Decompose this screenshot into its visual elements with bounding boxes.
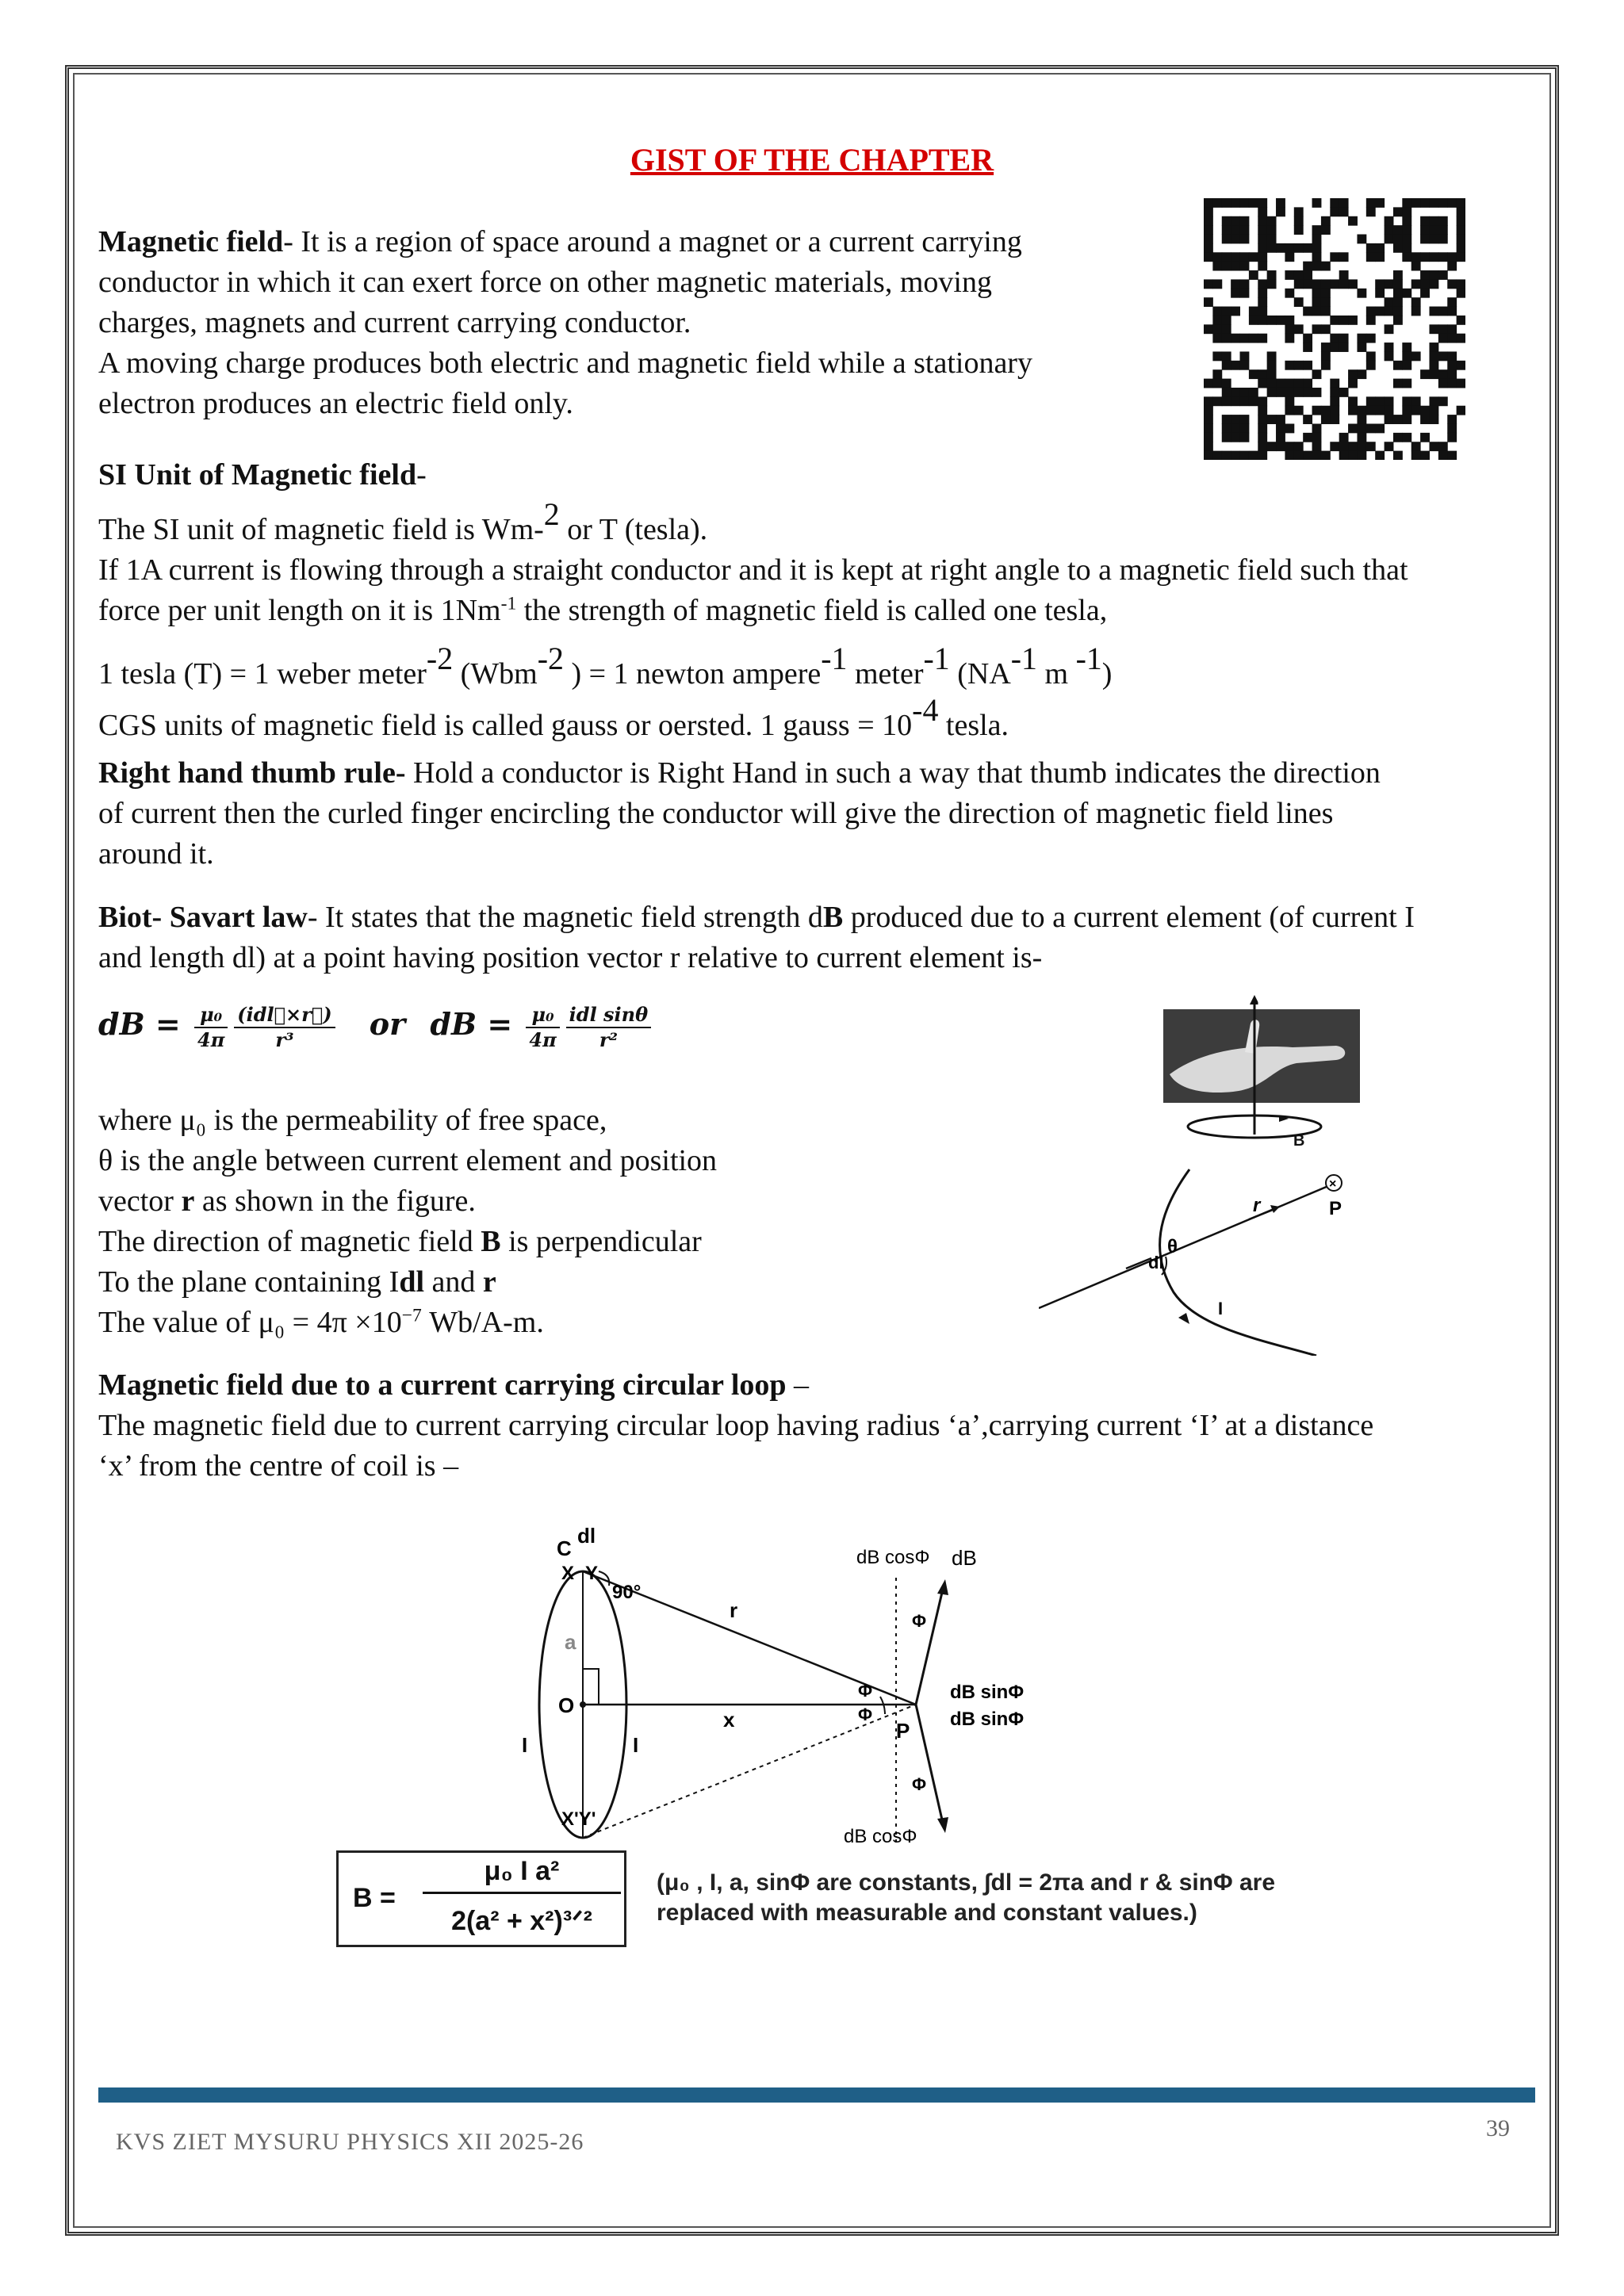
where-line-3: vector r as shown in the figure.	[98, 1184, 476, 1218]
right-hand-thumb-figure	[1154, 995, 1368, 1150]
biot-line-2: and length dl) at a point having position vector r relative to current element is-	[98, 941, 1043, 974]
loop-label-p: P	[896, 1719, 910, 1743]
loop-line-2: ‘x’ from the centre of coil is –	[98, 1449, 459, 1483]
loop-label-phi-top: Φ	[912, 1611, 927, 1631]
intro-line-2: conductor in which it can exert force on other magnetic materials, moving	[98, 266, 992, 299]
si-line-2: If 1A current is flowing through a straight conductor and it is kept at right angle to a magnetic field such that	[98, 553, 1408, 587]
loop-label-dbsin-2: dB sinΦ	[950, 1709, 1025, 1730]
loop-label-x-distance: x	[723, 1708, 735, 1732]
page-title: GIST OF THE CHAPTER	[630, 142, 994, 178]
intro-heading: Magnetic field	[98, 225, 284, 258]
loop-formula-note: (μ₀ , I, a, sinΦ are constants, ∫dl = 2πa and r & sinΦ are replaced with measurable and constant values.)	[657, 1869, 1276, 1926]
loop-label-dbcos-bottom: dB cosΦ	[844, 1826, 917, 1843]
where-line-5: To the plane containing Idl and r	[98, 1265, 496, 1299]
circular-loop-figure	[492, 1506, 1047, 1843]
loop-label-c: C	[557, 1536, 572, 1560]
loop-label-x: X	[561, 1563, 575, 1584]
qr-code	[1204, 198, 1465, 460]
intro-line-1: Magnetic field- It is a region of space around a magnet or a current carrying	[98, 225, 1022, 258]
biot-savart-figure	[1039, 1165, 1372, 1356]
loop-label-phi-upper: Φ	[858, 1681, 873, 1701]
hand-label-b: B	[1293, 1132, 1305, 1150]
si-heading: SI Unit of Magnetic field-	[98, 458, 427, 492]
loop-line-1: The magnetic field due to current carrying circular loop having radius ‘a’,carrying current ‘I’ at a distance	[98, 1409, 1374, 1442]
bs-label-i: I	[1218, 1299, 1224, 1318]
loop-label-db: dB	[952, 1546, 977, 1570]
where-line-1: where μ₀ is the permeability of free space,	[98, 1104, 607, 1137]
loop-label-90: 90°	[612, 1582, 642, 1603]
rhtr-line-1: Right hand thumb rule- Hold a conductor is Right Hand in such a way that thumb indicates the direction	[98, 756, 1381, 790]
si-line-3: force per unit length on it is $1Nm^{-1}$ the strength of magnetic field is called one tesla,	[98, 593, 1108, 627]
loop-label-dbcos-top: dB cosΦ	[856, 1547, 930, 1568]
loop-label-xy-bottom: X'Y'	[561, 1808, 596, 1830]
biot-savart-formula: dB = $\frac{\text{μ₀}}{4\pi}$ $\frac{\text{(idl⃗×r⃗)}}{\text{r³}}$ or dB = $\frac{\text{μ₀}}{4\pi}$ $\frac{\text{idl sinθ}}{\text{r²}}$	[98, 1001, 654, 1052]
page-number: 39	[1486, 2115, 1510, 2141]
loop-label-dbsin-1: dB sinΦ	[950, 1682, 1025, 1703]
loop-field-formula-box: B = μ₀ I a² 2(a² + x²)³ᐟ²	[336, 1850, 626, 1947]
intro-line-3: charges, magnets and current carrying conductor.	[98, 306, 691, 339]
bs-label-p: P	[1329, 1198, 1342, 1219]
loop-label-dl: dl	[577, 1524, 596, 1548]
intro-line-5: electron produces an electric field only.	[98, 387, 573, 420]
loop-label-phi-lower: Φ	[858, 1705, 873, 1724]
where-line-6: The value of $\mu_0 = 4\pi \times 10^{-7}$ Wb/A-m.	[98, 1305, 544, 1339]
footer-bar	[98, 2087, 1535, 2103]
bs-label-theta: θ	[1167, 1236, 1178, 1257]
bs-label-dl: dl	[1148, 1253, 1164, 1272]
loop-label-o: O	[558, 1693, 575, 1717]
si-line-1: The SI unit of magnetic field is Wm-$^2$ or T (tesla).	[98, 496, 708, 546]
rhtr-line-2: of current then the curled finger encircling the conductor will give the direction of magnetic field lines	[98, 797, 1334, 830]
footer-text: KVS ZIET MYSURU PHYSICS XII 2025-26	[116, 2129, 584, 2155]
loop-label-a: a	[565, 1630, 576, 1654]
where-line-2: θ is the angle between current element and position	[98, 1144, 718, 1177]
where-line-4: The direction of magnetic field B is perpendicular	[98, 1225, 702, 1258]
biot-line-1: Biot- Savart law- It states that the magnetic field strength dB produced due to a current element (of current I	[98, 901, 1415, 934]
bs-label-x: ×	[1329, 1177, 1337, 1191]
loop-label-i-right: I	[633, 1733, 639, 1757]
loop-label-r: r	[730, 1598, 738, 1622]
loop-label-i-left: I	[522, 1733, 528, 1757]
hand-label-i: I	[1257, 996, 1261, 1009]
intro-line-4: A moving charge produces both electric and magnetic field while a stationary	[98, 346, 1032, 380]
bs-label-r: r	[1253, 1195, 1261, 1216]
loop-heading: Magnetic field due to a current carrying circular loop –	[98, 1368, 810, 1402]
loop-label-phi-bottom: Φ	[912, 1774, 927, 1794]
cgs-unit: CGS units of magnetic field is called gauss or oersted. 1 gauss = $10^{-4}$ tesla.	[98, 692, 1009, 742]
rhtr-line-3: around it.	[98, 837, 214, 871]
loop-label-y: Y	[585, 1563, 599, 1584]
tesla-definition: 1 tesla (T) = 1 weber meter$^{-2}$ (Wbm$^{-2}$ ) = 1 newton ampere$^{-1}$ meter$^{-1}$ ($NA^{-1}$ m $^{-1}$)	[98, 641, 1113, 691]
